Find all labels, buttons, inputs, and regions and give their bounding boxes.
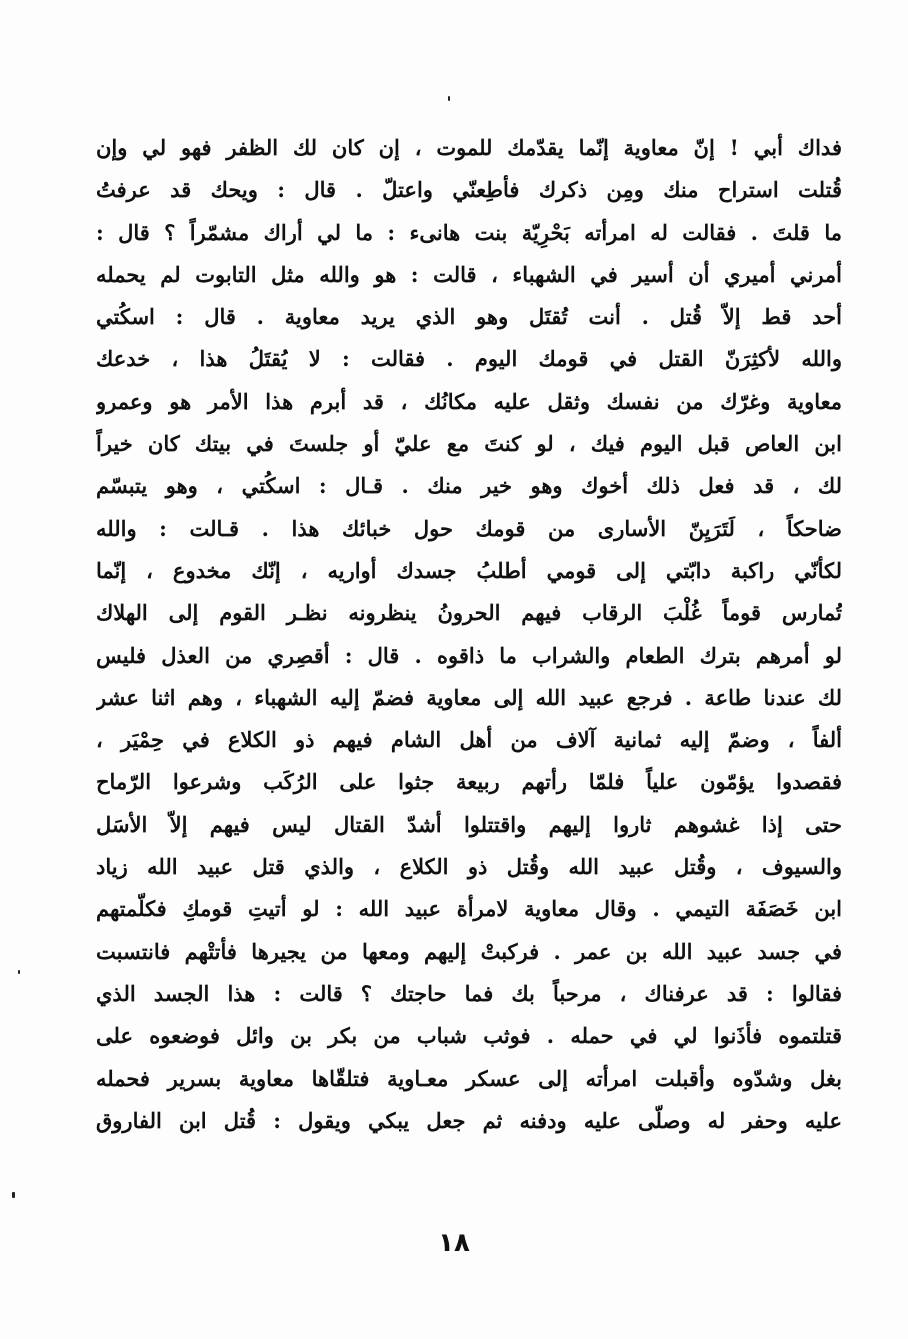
- page-number: ١٨: [438, 1228, 470, 1258]
- text-line: والله لأكثِرَنّ القتل في قومك اليوم . فقالت : لا يُقتَلُ هذا ، خدعك: [96, 346, 842, 372]
- scan-speck: [448, 96, 450, 101]
- text-line: ألفاً ، وضمّ إليه ثمانية آلاف من أهل الشام فيهم ذو الكلاع في حِمْيَر ،: [96, 727, 842, 753]
- text-line: فداك أبي ! إنّ معاوية إنّما يقدّمك للموت ، إن كان لك الظفر فهو لي وإن: [96, 135, 842, 160]
- text-line: لكأنّي راكبة دابّتي إلى قومي أطلبُ جسدك أواريه ، إنّك مخدوع ، إنّما: [96, 557, 842, 583]
- text-line: ابن خَصَفَة التيمي . وقال معاوية لامرأة عبيد الله : لو أتيتِ قومكِ فكلّمتهم: [96, 896, 842, 922]
- text-line: في جسد عبيد الله بن عمر . فركبتْ إليهم ومعها من يجيرها فأتتْهم فانتسبت: [96, 938, 842, 964]
- scan-speck: [18, 970, 20, 974]
- text-line: ضاحكاً ، لَتَرَيِنّ الأسارى من قومك حول خبائك هذا . قـالت : والله: [96, 515, 842, 541]
- text-line: تُمارس قوماً غُلْبَ الرقاب فيهم الحرونُ ينظرونه نظـر القوم إلى الهلاك: [96, 600, 842, 626]
- text-line: ابن العاص قبل اليوم فيك ، لو كنتَ مع عليّ أو جلستَ في بيتك كان خيراً: [96, 431, 842, 457]
- text-line: بغل وشدّوه وأقبلت امرأته إلى عسكر معـاوية فتلقّاها معاوية بسرير فحمله: [96, 1065, 842, 1091]
- text-line: والسيوف ، وقُتل عبيد الله وقُتل ذو الكلاع ، والذي قتل عبيد الله زياد: [96, 854, 842, 880]
- text-line: أمرني أميري أن أسير في الشهباء ، قالت : هو والله مثل التابوت لم يحمله: [96, 261, 842, 287]
- scan-speck: [12, 1192, 15, 1198]
- text-line: قُتلت استراح منك ومِن ذكرك فأطِعنّي واعتلّ . قال : ويحك قد عرفتُ: [96, 177, 842, 203]
- text-line: لك عندنا طاعة . فرجع عبيد الله إلى معاوية فضمّ إليه الشهباء ، وهم اثنا عشر: [96, 684, 842, 710]
- text-line: لو أمرهم بترك الطعام والشراب ما ذاقوه . قال : أقصِري من العذل فليس: [96, 642, 842, 668]
- text-line: معاوية وغرّك من نفسك وثقل عليه مكانُك ، قد أبرم هذا الأمر هو وعمرو: [96, 388, 842, 414]
- text-line: أحد قط إلاّ قُتل . أنت تُقتَل وهو الذي يريد معاوية . قال : اسكُتي: [96, 304, 842, 330]
- text-line: ما قلتَ . فقالت له امرأته بَحْرِيّة بنت هانىء : ما لي أراك مشمّراً ؟ قال :: [96, 219, 842, 245]
- text-line: فقصدوا يؤمّون علياً فلمّا رأتهم ربيعة جثوا على الرُكَب وشرعوا الرّماح: [96, 769, 842, 795]
- text-line: لك ، قد فعل ذلك أخوك وهو خير منك . قـال : اسكُتي ، وهو يتبسّم: [96, 473, 842, 499]
- text-line: عليه وحفر له وصلّى عليه ودفنه ثم جعل يبكي ويقول : قُتل ابن الفاروق: [96, 1107, 842, 1133]
- text-line: قتلتموه فأذَنوا لي في حمله . فوثب شباب من بكر بن وائل فوضعوه على: [96, 1023, 842, 1049]
- body-text: [96, 127, 842, 1142]
- text-line: حتى إذا غشوهم ثاروا إليهم واقتتلوا أشدّ القتال ليس فيهم إلاّ الأسَل: [96, 811, 842, 837]
- text-line: فقالوا : قد عرفناك ، مرحباً بك فما حاجتك ؟ قالت : هذا الجسد الذي: [96, 980, 842, 1006]
